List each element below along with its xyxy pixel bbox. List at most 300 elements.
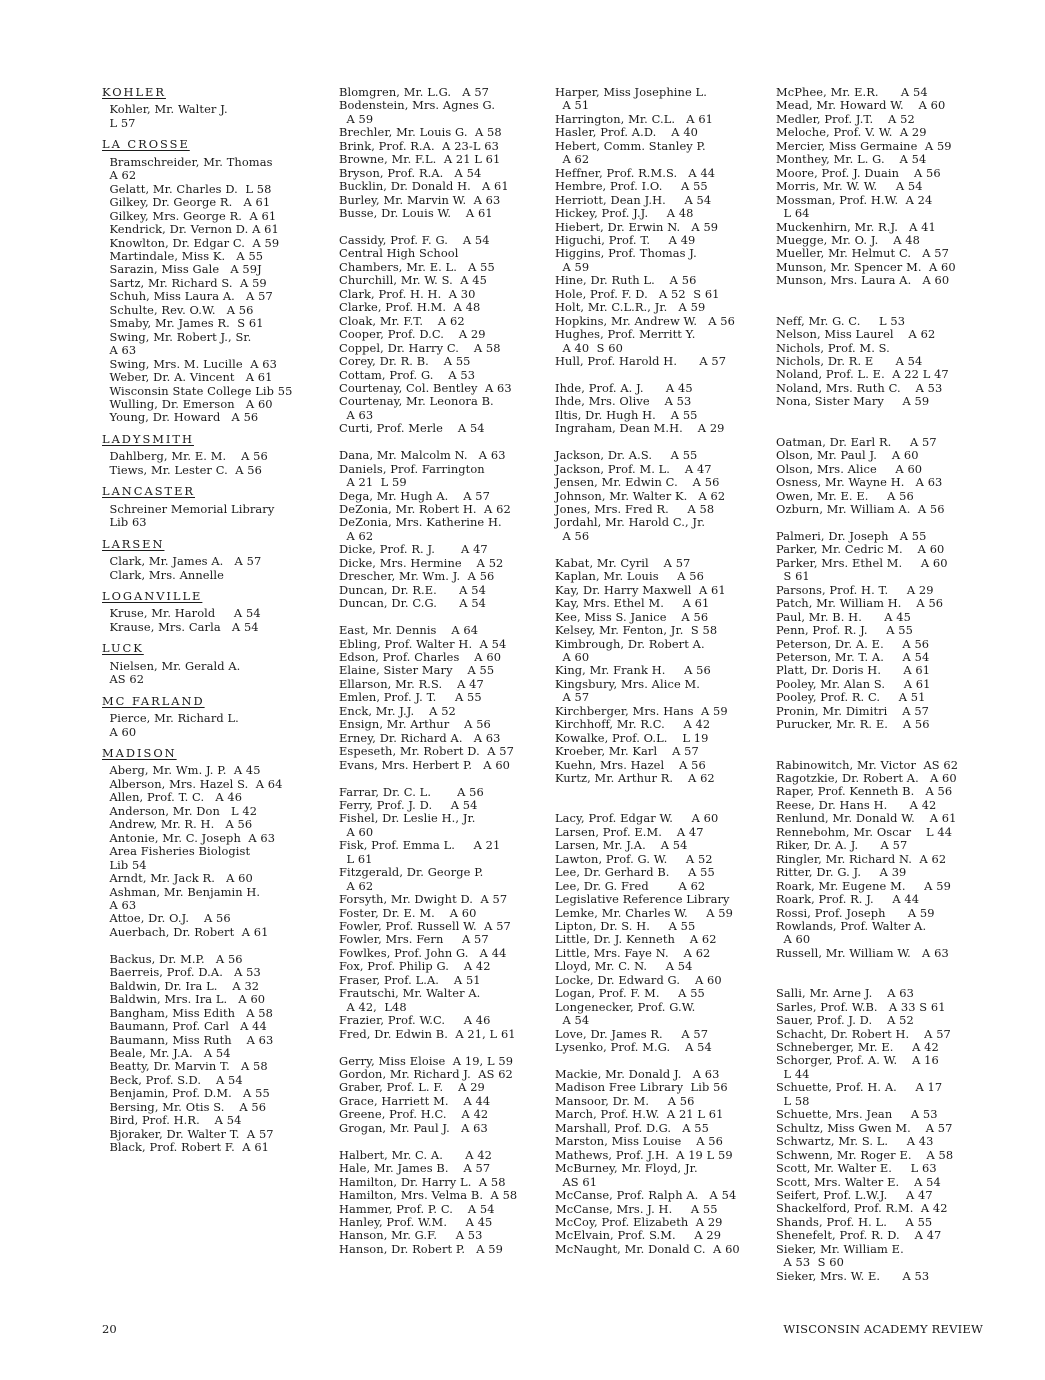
member-entry: Schulte, Rev. O.W. A 56 bbox=[102, 302, 254, 317]
member-entry: A 42, L48 bbox=[339, 999, 407, 1014]
member-entry: Ringler, Mr. Richard N. A 62 bbox=[776, 851, 947, 866]
member-entry: Seifert, Prof. L.W.J. A 47 bbox=[776, 1188, 933, 1203]
entry-gap bbox=[555, 543, 767, 556]
member-entry: Hiebert, Dr. Erwin N. A 59 bbox=[555, 219, 719, 234]
member-entry: A 63 bbox=[102, 343, 137, 358]
member-entry: L 58 bbox=[776, 1093, 810, 1108]
member-entry: Lib 54 bbox=[102, 857, 147, 872]
member-entry: Evans, Mrs. Herbert P. A 60 bbox=[339, 757, 511, 772]
member-entry: Hanson, Dr. Robert P. A 59 bbox=[339, 1241, 503, 1256]
member-entry: Browne, Mr. F.L. A 21 L 61 bbox=[339, 152, 501, 167]
member-entry: Erney, Dr. Richard A. A 63 bbox=[339, 730, 501, 745]
member-entry: Hembre, Prof. I.O. A 55 bbox=[555, 179, 708, 194]
member-entry: Daniels, Prof. Farrington bbox=[339, 461, 485, 476]
member-entry: Kay, Dr. Harry Maxwell A 61 bbox=[555, 582, 726, 597]
member-entry: Parker, Mr. Cedric M. A 60 bbox=[776, 542, 945, 557]
location-heading: LA CROSSE bbox=[102, 137, 190, 152]
member-entry: Harper, Miss Josephine L. bbox=[555, 85, 707, 99]
member-entry: Dahlberg, Mr. E. M. A 56 bbox=[102, 449, 268, 464]
member-entry: A 21 L 59 bbox=[339, 475, 407, 490]
member-entry: Sarles, Prof. W.B. A 33 S 61 bbox=[776, 999, 946, 1014]
member-entry: Fitzgerald, Dr. George P. bbox=[339, 865, 484, 880]
member-entry: Baumann, Miss Ruth A 63 bbox=[102, 1032, 274, 1047]
member-entry: Clark, Mrs. Annelle bbox=[102, 567, 224, 582]
member-entry: A 62 bbox=[102, 168, 137, 183]
member-entry: Oatman, Dr. Earl R. A 57 bbox=[776, 434, 937, 449]
member-entry: Coppel, Dr. Harry C. A 58 bbox=[339, 340, 501, 355]
member-entry: Kingsbury, Mrs. Alice M. bbox=[555, 676, 700, 691]
member-entry: Olson, Mrs. Alice A 60 bbox=[776, 461, 923, 476]
member-entry: Brink, Prof. R.A. A 23-L 63 bbox=[339, 138, 499, 153]
entry-gap bbox=[339, 772, 551, 785]
member-entry: Bird, Prof. H.R. A 54 bbox=[102, 1113, 242, 1128]
member-entry: McNaught, Mr. Donald C. A 60 bbox=[555, 1241, 740, 1256]
member-entry: Espeseth, Mr. Robert D. A 57 bbox=[339, 744, 514, 759]
member-entry: Busse, Dr. Louis W. A 61 bbox=[339, 206, 493, 221]
member-entry: Sartz, Mr. Richard S. A 59 bbox=[102, 275, 267, 290]
member-entry: Roark, Mr. Eugene M. A 59 bbox=[776, 878, 951, 893]
member-entry: Hammer, Prof. P. C. A 54 bbox=[339, 1201, 495, 1216]
member-entry: Knowlton, Dr. Edgar C. A 59 bbox=[102, 235, 280, 250]
member-entry: Frautschi, Mr. Walter A. bbox=[339, 986, 481, 1001]
entry-gap bbox=[776, 960, 988, 973]
member-entry: Drescher, Mr. Wm. J. A 56 bbox=[339, 569, 495, 584]
member-entry: A 56 bbox=[555, 528, 590, 543]
member-entry: Ritter, Dr. G. J. A 39 bbox=[776, 865, 907, 880]
member-entry: Chambers, Mr. E. L. A 55 bbox=[339, 259, 495, 274]
member-entry: Kaplan, Mr. Louis A 56 bbox=[555, 569, 704, 584]
member-entry: Fred, Dr. Edwin B. A 21, L 61 bbox=[339, 1026, 516, 1041]
member-entry: A 62 bbox=[339, 878, 374, 893]
member-entry: Bramschreider, Mr. Thomas bbox=[102, 154, 273, 169]
member-entry: Pierce, Mr. Richard L. bbox=[102, 711, 239, 726]
member-entry: A 62 bbox=[339, 528, 374, 543]
member-entry: Beatty, Dr. Marvin T. A 58 bbox=[102, 1059, 268, 1074]
member-entry: Young, Dr. Howard A 56 bbox=[102, 410, 259, 425]
member-entry: Legislative Reference Library bbox=[555, 892, 730, 907]
member-entry: L 44 bbox=[776, 1066, 810, 1081]
directory-column-4 bbox=[776, 86, 988, 1283]
member-entry: A 54 bbox=[555, 1013, 590, 1028]
member-entry: Mercier, Miss Germaine A 59 bbox=[776, 138, 952, 153]
member-entry: DeZonia, Mrs. Katherine H. bbox=[339, 515, 502, 530]
member-entry: Dega, Mr. Hugh A. A 57 bbox=[339, 488, 490, 503]
member-entry: Platt, Dr. Doris H. A 61 bbox=[776, 663, 931, 678]
member-entry: Pronin, Mr. Dimitri A 57 bbox=[776, 703, 930, 718]
member-entry: Gelatt, Mr. Charles D. L 58 bbox=[102, 181, 272, 196]
member-entry: Nichols, Dr. R. E A 54 bbox=[776, 354, 923, 369]
member-entry: Muegge, Mr. O. J. A 48 bbox=[776, 232, 920, 247]
member-entry: Medler, Prof. J.T. A 52 bbox=[776, 111, 915, 126]
member-entry: Schwartz, Mr. S. L. A 43 bbox=[776, 1134, 934, 1149]
entry-gap bbox=[555, 786, 767, 799]
member-entry: Hickey, Prof. J.J. A 48 bbox=[555, 206, 694, 221]
member-entry: Enck, Mr. J.J. A 52 bbox=[339, 703, 456, 718]
member-entry: Hasler, Prof. A.D. A 40 bbox=[555, 125, 699, 140]
member-entry: Noland, Prof. L. E. A 22 L 47 bbox=[776, 367, 949, 382]
member-entry: Duncan, Dr. R.E. A 54 bbox=[339, 582, 486, 597]
entry-gap bbox=[555, 436, 767, 449]
member-entry: Fishel, Dr. Leslie H., Jr. bbox=[339, 811, 476, 826]
member-entry: Bjoraker, Dr. Walter T. A 57 bbox=[102, 1126, 274, 1141]
member-entry: Aberg, Mr. Wm. J. P. A 45 bbox=[102, 763, 261, 778]
member-entry: Moore, Prof. J. Duain A 56 bbox=[776, 165, 941, 180]
member-entry: McElvain, Prof. S.M. A 29 bbox=[555, 1228, 722, 1243]
member-entry: Forsyth, Mr. Dwight D. A 57 bbox=[339, 892, 508, 907]
member-entry: Jackson, Prof. M. L. A 47 bbox=[555, 461, 712, 476]
member-entry: Schreiner Memorial Library bbox=[102, 501, 275, 516]
member-entry: Brechler, Mr. Louis G. A 58 bbox=[339, 125, 502, 140]
member-entry: Curti, Prof. Merle A 54 bbox=[339, 421, 485, 436]
member-entry: Baumann, Prof. Carl A 44 bbox=[102, 1019, 267, 1034]
member-entry: Sauer, Prof. J. D. A 52 bbox=[776, 1013, 914, 1028]
member-entry: A 59 bbox=[555, 259, 590, 274]
member-entry: Mossman, Prof. H.W. A 24 bbox=[776, 192, 933, 207]
member-entry: Mackie, Mr. Donald J. A 63 bbox=[555, 1066, 720, 1081]
member-entry: Higgins, Prof. Thomas J. bbox=[555, 246, 697, 261]
member-entry: A 60 bbox=[776, 932, 811, 947]
member-entry: Ingraham, Dean M.H. A 29 bbox=[555, 421, 725, 436]
member-entry: Hamilton, Mrs. Velma B. A 58 bbox=[339, 1188, 518, 1203]
member-entry: Baldwin, Dr. Ira L. A 32 bbox=[102, 978, 260, 993]
member-entry: Marston, Miss Louise A 56 bbox=[555, 1134, 723, 1149]
location-heading: MADISON bbox=[102, 746, 177, 761]
member-entry: Rowlands, Prof. Walter A. bbox=[776, 918, 927, 933]
member-entry: Sarazin, Miss Gale A 59J bbox=[102, 262, 262, 277]
member-entry: Iltis, Dr. Hugh H. A 55 bbox=[555, 407, 698, 422]
member-entry: Blomgren, Mr. L.G. A 57 bbox=[339, 85, 490, 99]
member-entry: Patch, Mr. William H. A 56 bbox=[776, 596, 944, 611]
entry-gap bbox=[776, 409, 988, 422]
member-entry: McCanse, Prof. Ralph A. A 54 bbox=[555, 1188, 737, 1203]
member-entry: Area Fisheries Biologist bbox=[102, 844, 251, 859]
entry-gap bbox=[339, 436, 551, 449]
location-heading: LARSEN bbox=[102, 536, 165, 551]
member-entry: Muckenhirn, Mr. R.J. A 41 bbox=[776, 219, 936, 234]
member-entry: Schneberger, Mr. E. A 42 bbox=[776, 1040, 939, 1055]
member-entry: Lemke, Mr. Charles W. A 59 bbox=[555, 905, 734, 920]
member-entry: Munson, Mrs. Laura A. A 60 bbox=[776, 273, 950, 288]
member-entry: Lee, Dr. G. Fred A 62 bbox=[555, 878, 706, 893]
member-entry: Benjamin, Prof. D.M. A 55 bbox=[102, 1086, 270, 1101]
member-entry: Weber, Dr. A. Vincent A 61 bbox=[102, 370, 273, 385]
member-entry: Marshall, Prof. D.G. A 55 bbox=[555, 1120, 709, 1135]
member-entry: Logan, Prof. F. M. A 55 bbox=[555, 986, 705, 1001]
member-entry: Churchill, Mr. W. S. A 45 bbox=[339, 273, 487, 288]
member-entry: Jackson, Dr. A.S. A 55 bbox=[555, 448, 698, 463]
member-entry: Courtenay, Mr. Leonora B. bbox=[339, 394, 494, 409]
member-entry: Lacy, Prof. Edgar W. A 60 bbox=[555, 811, 719, 826]
member-entry: A 60 bbox=[555, 649, 590, 664]
member-entry: Kendrick, Dr. Vernon D. A 61 bbox=[102, 222, 279, 237]
member-entry: Swing, Mr. Robert J., Sr. bbox=[102, 329, 252, 344]
member-entry: Krause, Mrs. Carla A 54 bbox=[102, 619, 259, 634]
member-entry: Renlund, Mr. Donald W. A 61 bbox=[776, 811, 957, 826]
member-entry: A 53 S 60 bbox=[776, 1255, 844, 1270]
member-entry: Riker, Dr. A. J. A 57 bbox=[776, 838, 908, 853]
member-entry: Pooley, Prof. R. C. A 51 bbox=[776, 690, 926, 705]
member-entry: AS 62 bbox=[102, 672, 145, 687]
member-entry: Kohler, Mr. Walter J. bbox=[102, 102, 228, 117]
member-entry: Baldwin, Mrs. Ira L. A 60 bbox=[102, 992, 266, 1007]
member-entry: A 62 bbox=[555, 152, 590, 167]
member-entry: March, Prof. H.W. A 21 L 61 bbox=[555, 1107, 724, 1122]
member-entry: Scott, Mrs. Walter E. A 54 bbox=[776, 1174, 941, 1189]
member-entry: Clarke, Prof. H.M. A 48 bbox=[339, 300, 481, 315]
member-entry: Grace, Harriett M. A 44 bbox=[339, 1093, 491, 1108]
member-entry: Swing, Mrs. M. Lucille A 63 bbox=[102, 356, 277, 371]
location-heading: LADYSMITH bbox=[102, 431, 194, 446]
entry-gap bbox=[776, 732, 988, 745]
member-entry: Mead, Mr. Howard W. A 60 bbox=[776, 98, 946, 113]
member-entry: Tiews, Mr. Lester C. A 56 bbox=[102, 462, 263, 477]
member-entry: Neff, Mr. G. C. L 53 bbox=[776, 313, 906, 328]
member-entry: Little, Mrs. Faye N. A 62 bbox=[555, 945, 711, 960]
member-entry: McPhee, Mr. E.R. A 54 bbox=[776, 85, 928, 99]
member-entry: Kowalke, Prof. O.L. L 19 bbox=[555, 730, 709, 745]
member-entry: Roark, Prof. R. J. A 44 bbox=[776, 892, 920, 907]
member-entry: Hamilton, Dr. Harry L. A 58 bbox=[339, 1174, 506, 1189]
member-entry: Cloak, Mr. F.T. A 62 bbox=[339, 313, 465, 328]
member-entry: Hanley, Prof. W.M. A 45 bbox=[339, 1214, 493, 1229]
member-entry: Peterson, Mr. T. A. A 54 bbox=[776, 649, 930, 664]
entry-gap bbox=[555, 1055, 767, 1068]
member-entry: Monthey, Mr. L. G. A 54 bbox=[776, 152, 927, 167]
member-entry: Schuette, Prof. H. A. A 17 bbox=[776, 1080, 943, 1095]
entry-gap bbox=[339, 1041, 551, 1054]
member-entry: Ensign, Mr. Arthur A 56 bbox=[339, 717, 491, 732]
location-heading: KOHLER bbox=[102, 85, 166, 99]
member-entry: Foster, Dr. E. M. A 60 bbox=[339, 905, 477, 920]
member-entry: Kurtz, Mr. Arthur R. A 62 bbox=[555, 771, 715, 786]
member-entry: Mueller, Mr. Helmut C. A 57 bbox=[776, 246, 949, 261]
member-entry: Bucklin, Dr. Donald H. A 61 bbox=[339, 179, 509, 194]
entry-gap bbox=[339, 611, 551, 624]
member-entry: Smaby, Mr. James R. S 61 bbox=[102, 316, 264, 331]
running-title: WISCONSIN ACADEMY REVIEW bbox=[783, 1322, 983, 1336]
member-entry: Shands, Prof. H. L. A 55 bbox=[776, 1214, 933, 1229]
member-entry: Grogan, Mr. Paul J. A 63 bbox=[339, 1120, 488, 1135]
member-entry: Little, Dr. J. Kenneth A 62 bbox=[555, 932, 717, 947]
member-entry: Scott, Mr. Walter E. L 63 bbox=[776, 1161, 937, 1176]
member-entry: Cassidy, Prof. F. G. A 54 bbox=[339, 232, 490, 247]
member-entry: A 60 bbox=[339, 824, 374, 839]
member-entry: Hine, Dr. Ruth L. A 56 bbox=[555, 273, 697, 288]
entry-gap bbox=[776, 516, 988, 529]
member-entry: Shenefelt, Prof. R. D. A 47 bbox=[776, 1228, 942, 1243]
entry-gap bbox=[776, 422, 988, 435]
member-entry: Kruse, Mr. Harold A 54 bbox=[102, 606, 261, 621]
location-heading: LANCASTER bbox=[102, 484, 195, 499]
member-entry: Owen, Mr. E. E. A 56 bbox=[776, 488, 914, 503]
member-entry: Bangham, Miss Edith A 58 bbox=[102, 1005, 273, 1020]
directory-column-2 bbox=[339, 86, 551, 1256]
member-entry: Shackelford, Prof. R.M. A 42 bbox=[776, 1201, 948, 1216]
member-entry: Kabat, Mr. Cyril A 57 bbox=[555, 555, 691, 570]
member-entry: Olson, Mr. Paul J. A 60 bbox=[776, 448, 919, 463]
member-entry: Raper, Prof. Kenneth B. A 56 bbox=[776, 784, 953, 799]
member-entry: Gerry, Miss Eloise A 19, L 59 bbox=[339, 1053, 514, 1068]
member-entry: Longenecker, Prof. G.W. bbox=[555, 999, 696, 1014]
member-entry: Halbert, Mr. C. A. A 42 bbox=[339, 1147, 493, 1162]
member-entry: Antonie, Mr. C. Joseph A 63 bbox=[102, 830, 276, 845]
member-entry: Jordahl, Mr. Harold C., Jr. bbox=[555, 515, 706, 530]
member-entry: Burley, Mr. Marvin W. A 63 bbox=[339, 192, 501, 207]
member-entry: Cooper, Prof. D.C. A 29 bbox=[339, 327, 486, 342]
member-entry: Backus, Dr. M.P. A 56 bbox=[102, 951, 243, 966]
member-entry: Kuehn, Mrs. Hazel A 56 bbox=[555, 757, 706, 772]
member-entry: Locke, Dr. Edward G. A 60 bbox=[555, 972, 722, 987]
member-entry: McBurney, Mr. Floyd, Jr. bbox=[555, 1161, 698, 1176]
member-entry: Elaine, Sister Mary A 55 bbox=[339, 663, 495, 678]
member-entry: Johnson, Mr. Walter K. A 62 bbox=[555, 488, 726, 503]
member-entry: Parsons, Prof. H. T. A 29 bbox=[776, 582, 934, 597]
member-entry: Andrew, Mr. R. H. A 56 bbox=[102, 817, 253, 832]
member-entry: Paul, Mr. B. H. A 45 bbox=[776, 609, 911, 624]
member-entry: L 64 bbox=[776, 206, 810, 221]
member-entry: Noland, Mrs. Ruth C. A 53 bbox=[776, 380, 943, 395]
member-entry: Fisk, Prof. Emma L. A 21 bbox=[339, 838, 501, 853]
member-entry: Black, Prof. Robert F. A 61 bbox=[102, 1140, 270, 1155]
member-entry: Reese, Dr. Hans H. A 42 bbox=[776, 797, 937, 812]
member-entry: Hanson, Mr. G.F. A 53 bbox=[339, 1228, 483, 1243]
member-entry: Harrington, Mr. C.L. A 61 bbox=[555, 111, 714, 126]
member-entry: A 40 S 60 bbox=[555, 340, 623, 355]
member-entry: Nona, Sister Mary A 59 bbox=[776, 394, 930, 409]
member-entry: Hull, Prof. Harold H. A 57 bbox=[555, 354, 727, 369]
member-entry: Ferry, Prof. J. D. A 54 bbox=[339, 797, 478, 812]
member-entry: Fowlkes, Prof. John G. A 44 bbox=[339, 945, 507, 960]
location-heading: MC FARLAND bbox=[102, 693, 205, 708]
member-entry: Attoe, Dr. O.J. A 56 bbox=[102, 911, 231, 926]
member-entry: Lysenko, Prof. M.G. A 54 bbox=[555, 1040, 712, 1055]
member-entry: Schwenn, Mr. Roger E. A 58 bbox=[776, 1147, 954, 1162]
member-entry: L 61 bbox=[339, 851, 373, 866]
member-entry: King, Mr. Frank H. A 56 bbox=[555, 663, 711, 678]
member-entry: L 57 bbox=[102, 115, 136, 130]
member-entry: Wisconsin State College Lib 55 bbox=[102, 383, 293, 398]
member-entry: Ihde, Mrs. Olive A 53 bbox=[555, 394, 692, 409]
member-entry: Nelson, Miss Laurel A 62 bbox=[776, 327, 936, 342]
member-entry: Love, Dr. James R. A 57 bbox=[555, 1026, 709, 1041]
member-entry: Central High School bbox=[339, 246, 459, 261]
member-entry: Rennebohm, Mr. Oscar L 44 bbox=[776, 824, 953, 839]
member-entry: Wulling, Dr. Emerson A 60 bbox=[102, 396, 273, 411]
member-entry: Emlen, Prof. J. T. A 55 bbox=[339, 690, 482, 705]
member-entry: Hale, Mr. James B. A 57 bbox=[339, 1161, 491, 1176]
member-entry: Kelsey, Mr. Fenton, Jr. S 58 bbox=[555, 623, 718, 638]
member-entry: Duncan, Dr. C.G. A 54 bbox=[339, 596, 487, 611]
member-entry: Graber, Prof. L. F. A 29 bbox=[339, 1080, 485, 1095]
member-entry: A 63 bbox=[339, 407, 374, 422]
member-entry: Dicke, Prof. R. J. A 47 bbox=[339, 542, 488, 557]
member-entry: Gordon, Mr. Richard J. AS 62 bbox=[339, 1067, 513, 1081]
member-entry: Farrar, Dr. C. L. A 56 bbox=[339, 784, 484, 799]
member-entry: Heffner, Prof. R.M.S. A 44 bbox=[555, 165, 716, 180]
directory-column-3 bbox=[555, 86, 767, 1256]
member-entry: Ozburn, Mr. William A. A 56 bbox=[776, 501, 945, 516]
member-entry: Anderson, Mr. Don L 42 bbox=[102, 803, 258, 818]
member-entry: A 57 bbox=[555, 690, 590, 705]
member-entry: Kee, Miss S. Janice A 56 bbox=[555, 609, 709, 624]
member-entry: Peterson, Dr. A. E. A 56 bbox=[776, 636, 930, 651]
member-entry: Jones, Mrs. Fred R. A 58 bbox=[555, 502, 715, 517]
member-entry: Kirchhoff, Mr. R.C. A 42 bbox=[555, 717, 711, 732]
member-entry: Frazier, Prof. W.C. A 46 bbox=[339, 1013, 491, 1028]
member-entry: Hopkins, Mr. Andrew W. A 56 bbox=[555, 313, 735, 328]
member-entry: Hebert, Comm. Stanley P. bbox=[555, 138, 706, 153]
entry-gap bbox=[339, 221, 551, 234]
member-entry: Fraser, Prof. L.A. A 51 bbox=[339, 972, 481, 987]
member-entry: Schorger, Prof. A. W. A 16 bbox=[776, 1053, 939, 1068]
member-entry: AS 61 bbox=[555, 1174, 598, 1189]
member-entry: Madison Free Library Lib 56 bbox=[555, 1080, 728, 1095]
member-entry: Parker, Mrs. Ethel M. A 60 bbox=[776, 555, 948, 570]
member-entry: Munson, Mr. Spencer M. A 60 bbox=[776, 259, 956, 274]
member-entry: Cottam, Prof. G. A 53 bbox=[339, 367, 476, 382]
member-entry: Fox, Prof. Philip G. A 42 bbox=[339, 959, 491, 974]
member-entry: Rossi, Prof. Joseph A 59 bbox=[776, 905, 935, 920]
member-entry: Alberson, Mrs. Hazel S. A 64 bbox=[102, 776, 283, 791]
member-entry: Sieker, Mrs. W. E. A 53 bbox=[776, 1268, 930, 1283]
member-entry: Schuette, Mrs. Jean A 53 bbox=[776, 1107, 938, 1122]
member-entry: Courtenay, Col. Bentley A 63 bbox=[339, 380, 512, 395]
member-entry: Ellarson, Mr. R.S. A 47 bbox=[339, 676, 484, 691]
member-entry: Schacht, Dr. Robert H. A 57 bbox=[776, 1026, 951, 1041]
member-entry: Ihde, Prof. A. J. A 45 bbox=[555, 380, 693, 395]
member-entry: Martindale, Miss K. A 55 bbox=[102, 248, 264, 263]
entry-gap bbox=[776, 288, 988, 301]
member-entry: Nichols, Prof. M. S. bbox=[776, 340, 890, 355]
member-entry: Purucker, Mr. R. E. A 56 bbox=[776, 717, 930, 732]
member-entry: Beck, Prof. S.D. A 54 bbox=[102, 1072, 243, 1087]
member-entry: Mathews, Prof. J.H. A 19 L 59 bbox=[555, 1147, 733, 1162]
member-entry: McCoy, Prof. Elizabeth A 29 bbox=[555, 1214, 723, 1229]
member-entry: Nielsen, Mr. Gerald A. bbox=[102, 658, 241, 673]
entry-gap bbox=[555, 799, 767, 812]
member-entry: Gilkey, Dr. George R. A 61 bbox=[102, 195, 271, 210]
member-entry: Bodenstein, Mrs. Agnes G. bbox=[339, 98, 496, 113]
member-entry: Schultz, Miss Gwen M. A 57 bbox=[776, 1120, 953, 1135]
member-entry: Hughes, Prof. Merritt Y. bbox=[555, 327, 696, 342]
entry-gap bbox=[339, 1135, 551, 1148]
member-entry: Larsen, Mr. J.A. A 54 bbox=[555, 838, 688, 853]
member-entry: Lee, Dr. Gerhard B. A 55 bbox=[555, 865, 715, 880]
member-entry: Auerbach, Dr. Robert A 61 bbox=[102, 924, 269, 939]
member-entry: Holt, Mr. C.L.R., Jr. A 59 bbox=[555, 300, 706, 315]
member-entry: Palmeri, Dr. Joseph A 55 bbox=[776, 528, 927, 543]
member-entry: Sieker, Mr. William E. bbox=[776, 1241, 904, 1256]
member-entry: McCanse, Mrs. J. H. A 55 bbox=[555, 1201, 718, 1216]
member-entry: Kimbrough, Dr. Robert A. bbox=[555, 636, 705, 651]
member-entry: Penn, Prof. R. J. A 55 bbox=[776, 623, 913, 638]
member-entry: Fowler, Prof. Russell W. A 57 bbox=[339, 919, 511, 934]
member-entry: A 63 bbox=[102, 898, 137, 913]
member-entry: Allen, Prof. T. C. A 46 bbox=[102, 790, 243, 805]
member-entry: Lipton, Dr. S. H. A 55 bbox=[555, 919, 696, 934]
member-entry: Osness, Mr. Wayne H. A 63 bbox=[776, 475, 943, 490]
entry-gap bbox=[776, 745, 988, 758]
member-entry: Kay, Mrs. Ethel M. A 61 bbox=[555, 596, 710, 611]
member-entry: East, Mr. Dennis A 64 bbox=[339, 623, 479, 638]
member-entry: Beale, Mr. J.A. A 54 bbox=[102, 1045, 231, 1060]
member-entry: Kroeber, Mr. Karl A 57 bbox=[555, 744, 699, 759]
entry-gap bbox=[776, 301, 988, 314]
page-number: 20 bbox=[102, 1322, 117, 1336]
member-entry: Baerreis, Prof. D.A. A 53 bbox=[102, 965, 261, 980]
member-entry: Pooley, Mr. Alan S. A 61 bbox=[776, 676, 931, 691]
member-entry: Hole, Prof. F. D. A 52 S 61 bbox=[555, 286, 720, 301]
